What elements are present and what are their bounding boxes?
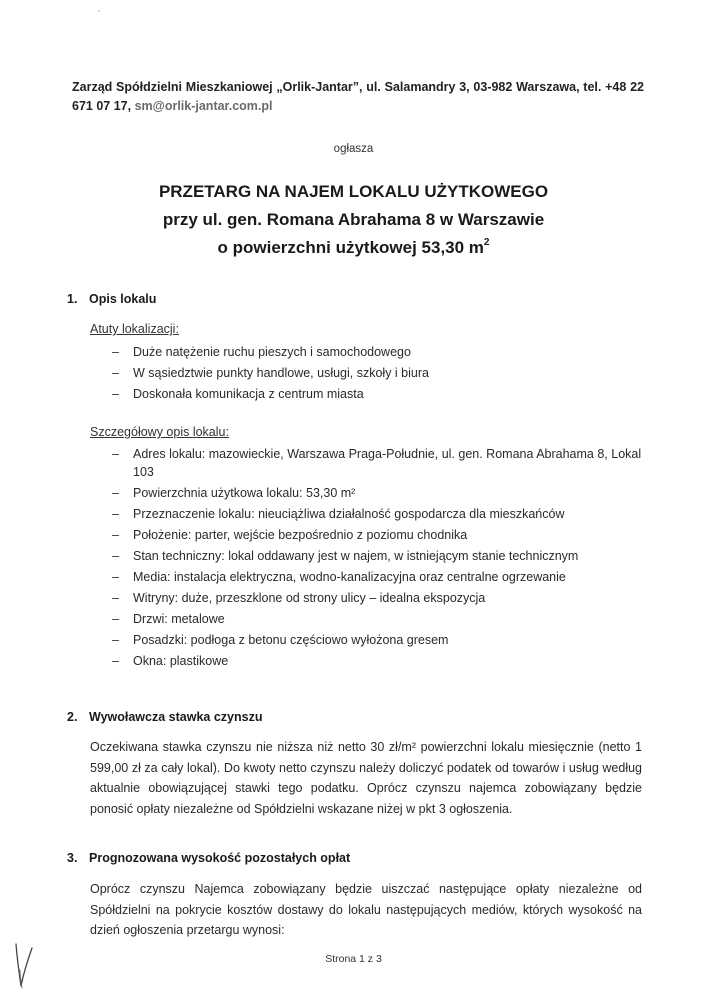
scan-artifact <box>98 10 100 12</box>
organization-header <box>72 78 644 116</box>
list-item: – Media: instalacja elektryczna, wodno-kanalizacyjna oraz centralne ogrzewanie <box>112 568 647 586</box>
list-item: – Okna: plastikowe <box>112 652 647 670</box>
title-line-2: przy ul. gen. Romana Abrahama 8 w Warszawie <box>162 210 545 229</box>
list-item: – Duże natężenie ruchu pieszych i samochodowego <box>112 343 647 361</box>
list-item: – Witryny: duże, przeszklone od strony ulicy – idealna ekspozycja <box>112 589 647 607</box>
details-heading: Szczegółowy opis lokalu: <box>90 425 229 439</box>
initials-signature <box>10 940 36 992</box>
details-list <box>112 445 647 673</box>
header-text: Zarząd Spółdzielni Mieszkaniowej „Orlik-Jantar”, ul. Salamandry 3, 03-982 Warszawa, tel. +48 22 671 07 17, <box>72 80 644 113</box>
list-item: – Przeznaczenie lokalu: nieuciążliwa działalność gospodarcza dla mieszkańców <box>112 505 647 523</box>
section-2-body: Oczekiwana stawka czynszu nie niższa niż netto 30 zł/m² powierzchni lokalu miesięcznie (netto 1 599,00 zł za cały lokal). Do kwoty netto czynszu należy doliczyć podatek od towarów i usług według aktualnie obowiązującej stawki tego podatku. Oprócz czynszu najemca zobowiązany będzie ponosić opłaty niezależne od Spółdzielni wskazane niżej w pkt 3 ogłoszenia. <box>90 740 642 816</box>
document-title <box>0 178 707 262</box>
list-item: – Drzwi: metalowe <box>112 610 647 628</box>
list-item: – Powierzchnia użytkowa lokalu: 53,30 m² <box>112 484 647 502</box>
section-2-heading: 2. Wywoławcza stawka czynszu <box>67 710 263 724</box>
location-assets-list <box>112 343 647 406</box>
list-item: – Stan techniczny: lokal oddawany jest w najem, w istniejącym stanie technicznym <box>112 547 647 565</box>
list-item: – Posadzki: podłoga z betonu częściowo wyłożona gresem <box>112 631 647 649</box>
title-line-1: PRZETARG NA NAJEM LOKALU UŻYTKOWEGO <box>158 182 549 201</box>
list-item: – Doskonała komunikacja z centrum miasta <box>112 385 647 403</box>
header-email: sm@orlik-jantar.com.pl <box>134 99 273 113</box>
section-3-body: Oprócz czynszu Najemca zobowiązany będzie uiszczać następujące opłaty niezależne od Spółdzielni na pokrycie kosztów dostawy do lokalu następujących mediów, których wysokość na dzień ogłoszenia przetargu wynosi: <box>90 882 642 937</box>
list-item: – W sąsiedztwie punkty handlowe, usługi, szkoły i biura <box>112 364 647 382</box>
title-line-3: o powierzchni użytkowej 53,30 $m^2$ <box>217 237 490 257</box>
section-1-heading: 1. Opis lokalu <box>67 292 157 306</box>
title-superscript: 2 <box>483 237 490 248</box>
location-assets-heading: Atuty lokalizacji: <box>90 322 179 336</box>
announces-text: ogłasza <box>333 143 374 155</box>
page-number: Strona 1 z 3 <box>325 953 382 965</box>
list-item: – Położenie: parter, wejście bezpośrednio z poziomu chodnika <box>112 526 647 544</box>
section-3-heading: 3. Prognozowana wysokość pozostałych opłat <box>67 851 351 865</box>
list-item: – Adres lokalu: mazowieckie, Warszawa Praga-Południe, ul. gen. Romana Abrahama 8, Lokal 103 <box>112 445 647 481</box>
